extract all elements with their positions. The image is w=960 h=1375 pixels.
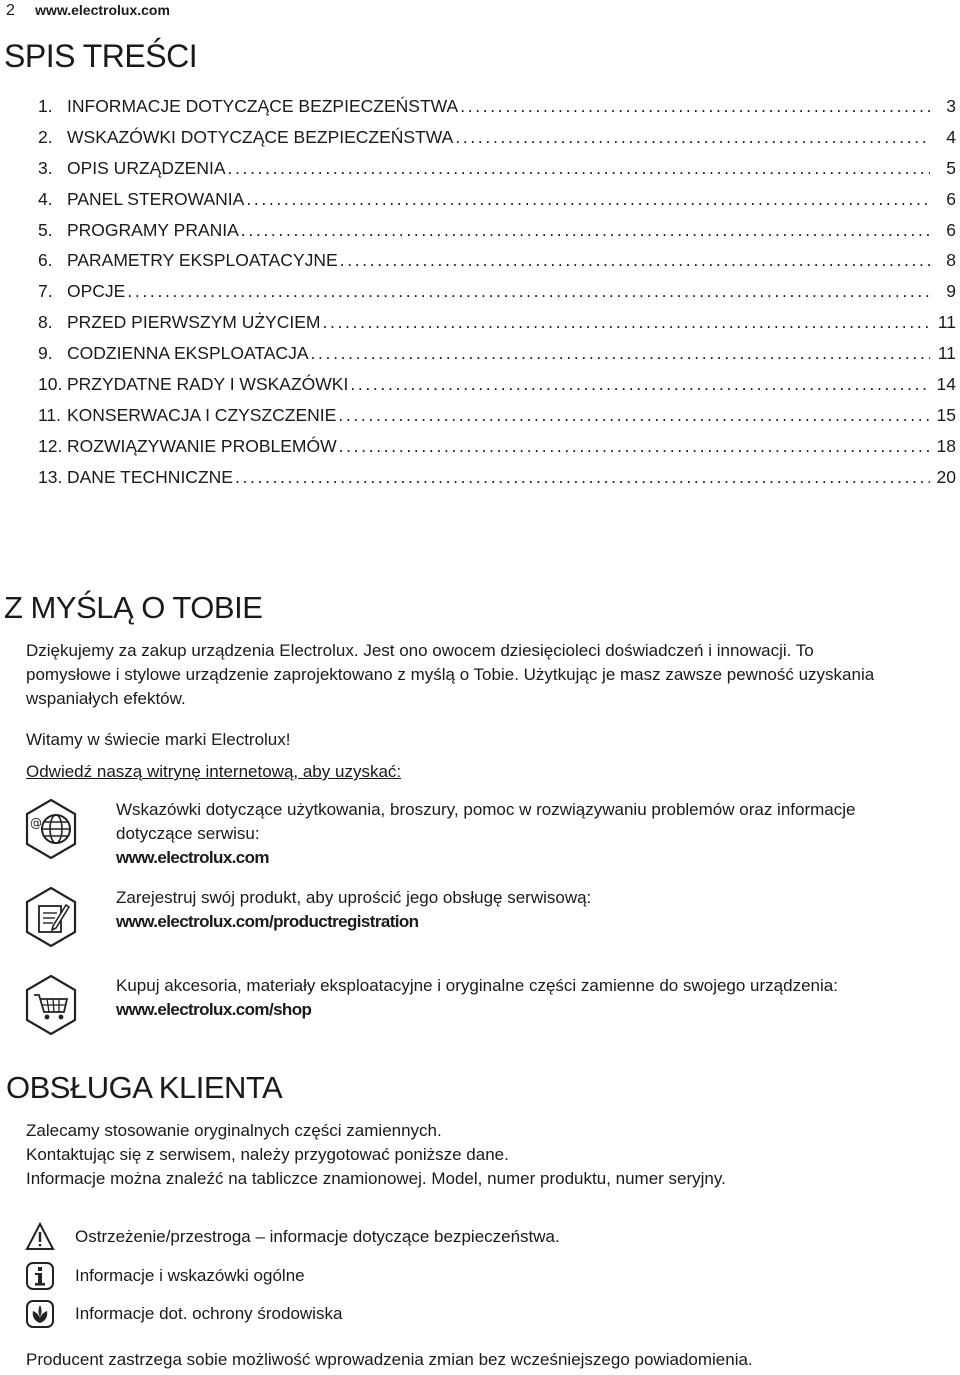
service-line: Informacje można znaleźć na tabliczce znamionowej. Model, numer produktu, numer seryjny. bbox=[26, 1169, 726, 1188]
toc-leader-dots bbox=[339, 436, 930, 457]
toc-item-number: 4. bbox=[38, 188, 53, 209]
toc-item[interactable] bbox=[38, 220, 956, 251]
toc-item[interactable] bbox=[38, 250, 956, 281]
toc-item-page: 5 bbox=[946, 157, 956, 178]
symbol-environment-label: Informacje dot. ochrony środowiska bbox=[75, 1304, 343, 1323]
toc-item[interactable] bbox=[38, 312, 956, 343]
warning-triangle-icon bbox=[25, 1222, 55, 1252]
toc-item-page: 20 bbox=[936, 466, 956, 487]
service-line: Kontaktując się z serwisem, należy przygotować poniższe dane. bbox=[26, 1145, 509, 1164]
about-title: Z MYŚLĄ O TOBIE bbox=[4, 590, 263, 625]
toc-item-number: 8. bbox=[38, 312, 53, 333]
toc-item-number: 7. bbox=[38, 281, 53, 302]
shop-link[interactable]: www.electrolux.com/shop bbox=[116, 1000, 312, 1019]
toc-leader-dots bbox=[350, 374, 930, 395]
toc-item-number: 11. bbox=[38, 404, 62, 425]
web-support-text bbox=[116, 798, 936, 870]
toc-item-label: PARAMETRY EKSPLOATACYJNE bbox=[67, 250, 338, 271]
toc-leader-dots bbox=[235, 467, 930, 488]
toc-leader-dots bbox=[228, 158, 931, 179]
toc-leader-dots bbox=[338, 405, 930, 426]
toc-item[interactable] bbox=[38, 343, 956, 374]
symbol-info-label: Informacje i wskazówki ogólne bbox=[75, 1266, 305, 1285]
toc-item[interactable] bbox=[38, 405, 956, 436]
shop-text bbox=[116, 974, 936, 1022]
symbol-warning-row bbox=[25, 1222, 560, 1252]
service-line: Zalecamy stosowanie oryginalnych części zamiennych. bbox=[26, 1121, 442, 1140]
toc-title: SPIS TREŚCI bbox=[4, 38, 198, 74]
symbol-warning-label: Ostrzeżenie/przestroga – informacje dotyczące bezpieczeństwa. bbox=[75, 1227, 560, 1246]
product-registration-text bbox=[116, 886, 936, 934]
service-title: OBSŁUGA KLIENTA bbox=[6, 1070, 283, 1105]
web-support-line: dotyczące serwisu: bbox=[116, 824, 260, 843]
toc-item-number: 12. bbox=[38, 435, 63, 456]
toc-leader-dots bbox=[127, 281, 930, 302]
toc-item-label: OPIS URZĄDZENIA bbox=[67, 157, 226, 178]
symbol-info-row bbox=[25, 1261, 305, 1291]
shop-line: Kupuj akcesoria, materiały eksploatacyjne i oryginalne części zamienne do swojego urządzenia: bbox=[116, 976, 838, 995]
toc-item-number: 6. bbox=[38, 250, 53, 271]
about-line: Dziękujemy za zakup urządzenia Electrolux. Jest ono owocem dziesięcioleci doświadczeń i innowacji. To bbox=[26, 641, 814, 660]
toc-item-page: 6 bbox=[946, 188, 956, 209]
toc-leader-dots bbox=[246, 189, 930, 210]
toc-item[interactable] bbox=[38, 281, 956, 312]
disclaimer-text: Producent zastrzega sobie możliwość wprowadzenia zmian bez wcześniejszego powiadomienia. bbox=[26, 1350, 753, 1369]
toc-item-number: 13. bbox=[38, 466, 63, 487]
toc-item[interactable] bbox=[38, 189, 956, 220]
toc-leader-dots bbox=[241, 220, 930, 241]
toc-item-page: 11 bbox=[937, 343, 956, 364]
environment-icon bbox=[25, 1299, 55, 1329]
toc-item-number: 1. bbox=[38, 96, 53, 116]
info-icon bbox=[25, 1261, 55, 1291]
toc-item[interactable] bbox=[38, 467, 956, 498]
toc-item-label: KONSERWACJA I CZYSZCZENIE bbox=[67, 404, 337, 425]
svg-text:@: @ bbox=[30, 816, 42, 830]
toc-item-number: 10. bbox=[38, 374, 63, 395]
about-paragraph bbox=[26, 639, 946, 711]
toc-leader-dots bbox=[340, 250, 930, 271]
page-header bbox=[6, 2, 170, 20]
toc-item-page: 9 bbox=[946, 281, 956, 302]
toc-item-number: 5. bbox=[38, 219, 53, 240]
toc-item-label: WSKAZÓWKI DOTYCZĄCE BEZPIECZEŃSTWA bbox=[67, 126, 454, 147]
toc-item-number: 3. bbox=[38, 157, 53, 178]
about-line: wspaniałych efektów. bbox=[26, 689, 186, 708]
toc-item-number: 9. bbox=[38, 343, 53, 364]
toc-item-page: 4 bbox=[946, 126, 956, 147]
toc-item-label: PROGRAMY PRANIA bbox=[67, 219, 239, 240]
toc-item[interactable] bbox=[38, 127, 956, 158]
service-paragraph bbox=[26, 1119, 946, 1191]
toc-item[interactable] bbox=[38, 96, 956, 127]
toc-item-label: ROZWIĄZYWANIE PROBLEMÓW bbox=[67, 435, 337, 456]
page-number: 2 bbox=[6, 2, 15, 19]
web-support-line: Wskazówki dotyczące użytkowania, broszury, pomoc w rozwiązywaniu problemów oraz informacje bbox=[116, 800, 856, 819]
product-registration-line: Zarejestruj swój produkt, aby uprościć jego obsługę serwisową: bbox=[116, 888, 592, 907]
web-support-link[interactable]: www.electrolux.com bbox=[116, 848, 269, 867]
toc-item-label: PRZYDATNE RADY I WSKAZÓWKI bbox=[67, 374, 349, 395]
toc-item-label: PANEL STEROWANIA bbox=[67, 188, 245, 209]
toc-item-label: CODZIENNA EKSPLOATACJA bbox=[67, 343, 309, 364]
toc-item-page: 11 bbox=[937, 312, 956, 333]
toc-item-page: 18 bbox=[936, 435, 956, 456]
about-line: pomysłowe i stylowe urządzenie zaprojektowano z myślą o Tobie. Użytkując je masz zawsze pewność uzyskania bbox=[26, 665, 875, 684]
toc-leader-dots bbox=[322, 312, 930, 333]
toc-item-page: 8 bbox=[946, 250, 956, 271]
toc-item[interactable] bbox=[38, 436, 956, 467]
product-registration-link[interactable]: www.electrolux.com/productregistration bbox=[116, 912, 419, 931]
toc-item-label: DANE TECHNICZNE bbox=[67, 466, 233, 487]
toc-item-label: OPCJE bbox=[67, 281, 126, 302]
visit-website-text: Odwiedź naszą witrynę internetową, aby uzyskać: bbox=[26, 762, 402, 781]
toc-item-label: INFORMACJE DOTYCZĄCE BEZPIECZEŃSTWA bbox=[67, 96, 459, 116]
table-of-contents bbox=[38, 96, 956, 498]
shopping-cart-icon bbox=[20, 974, 82, 1036]
toc-leader-dots bbox=[455, 127, 930, 148]
globe-at-icon bbox=[20, 798, 82, 860]
toc-item-page: 14 bbox=[936, 374, 956, 395]
registration-pen-icon bbox=[20, 886, 82, 948]
welcome-text: Witamy w świecie marki Electrolux! bbox=[26, 730, 291, 749]
toc-leader-dots bbox=[311, 343, 931, 364]
header-url[interactable]: www.electrolux.com bbox=[35, 2, 170, 18]
toc-item-label: PRZED PIERWSZYM UŻYCIEM bbox=[67, 312, 321, 333]
symbol-environment-row bbox=[25, 1299, 342, 1329]
toc-item[interactable] bbox=[38, 374, 956, 405]
toc-item-number: 2. bbox=[38, 126, 53, 147]
toc-item-page: 15 bbox=[936, 404, 956, 425]
toc-item[interactable] bbox=[38, 158, 956, 189]
toc-item-page: 3 bbox=[946, 96, 956, 116]
toc-leader-dots bbox=[460, 96, 930, 117]
toc-item-page: 6 bbox=[946, 219, 956, 240]
